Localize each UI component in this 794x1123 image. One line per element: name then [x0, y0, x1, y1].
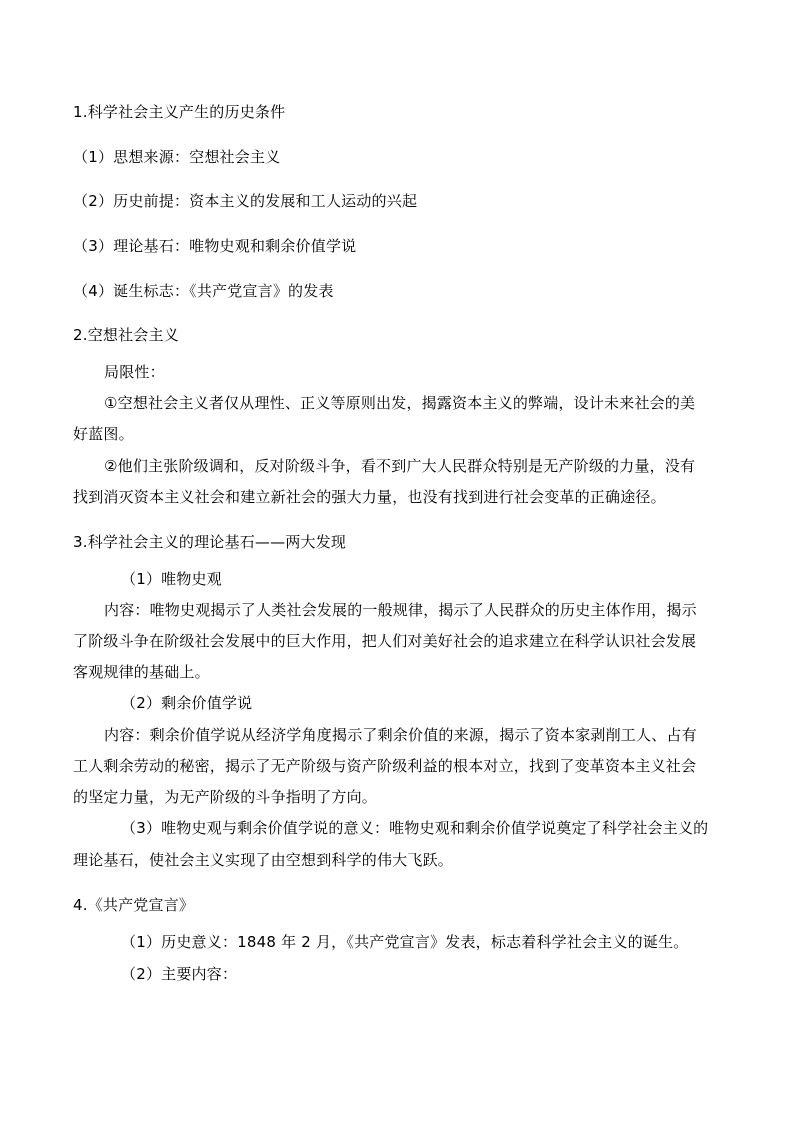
paragraph-line: 内容：剩余价值学说从经济学角度揭示了剩余价值的来源，揭示了资本家剥削工人、占有 [104, 726, 697, 744]
list-item: （2）主要内容： [121, 965, 238, 983]
paragraph-line: （3）唯物史观与剩余价值学说的意义：唯物史观和剩余价值学说奠定了科学社会主义的 [121, 819, 709, 837]
paragraph-line: 了阶级斗争在阶级社会发展中的巨大作用，把人们对美好社会的追求建立在科学认识社会发展 [73, 632, 697, 650]
section-heading: 1.科学社会主义产生的历史条件 [73, 103, 286, 121]
section-heading: 4.《共产党宣言》 [73, 896, 195, 914]
section-heading: 3.科学社会主义的理论基石——两大发现 [73, 533, 347, 551]
paragraph-label: 局限性： [104, 363, 165, 381]
paragraph-line: ①空想社会主义者仅从理性、正义等原则出发，揭露资本主义的弊端，设计未来社会的美 [104, 394, 696, 412]
list-item: （2）历史前提：资本主义的发展和工人运动的兴起 [73, 192, 418, 210]
list-item: （1）历史意义：1848 年 2 月，《共产党宣言》发表，标志着科学社会主义的诞生。 [121, 933, 689, 951]
list-item: （3）理论基石：唯物史观和剩余价值学说 [73, 237, 357, 255]
paragraph-line: 好蓝图。 [73, 425, 134, 443]
paragraph-line: 客观规律的基础上。 [73, 663, 210, 681]
subheading: （1）唯物史观 [121, 570, 222, 588]
paragraph-line: ②他们主张阶级调和，反对阶级斗争，看不到广大人民群众特别是无产阶级的力量，没有 [104, 457, 696, 475]
paragraph-line: 的坚定力量，为无产阶级的斗争指明了方向。 [73, 788, 378, 806]
subheading: （2）剩余价值学说 [121, 694, 253, 712]
paragraph-line: 工人剩余劳动的秘密，揭示了无产阶级与资产阶级利益的根本对立，找到了变革资本主义社会 [73, 757, 697, 775]
paragraph-line: 内容：唯物史观揭示了人类社会发展的一般规律，揭示了人民群众的历史主体作用，揭示 [104, 601, 697, 619]
paragraph-line: 找到消灭资本主义社会和建立新社会的强大力量，也没有找到进行社会变革的正确途径。 [73, 488, 666, 506]
section-heading: 2.空想社会主义 [73, 326, 179, 344]
list-item: （1）思想来源：空想社会主义 [73, 148, 281, 166]
list-item: （4）诞生标志：《共产党宣言》的发表 [73, 282, 334, 300]
paragraph-line: 理论基石，使社会主义实现了由空想到科学的伟大飞跃。 [73, 851, 454, 869]
